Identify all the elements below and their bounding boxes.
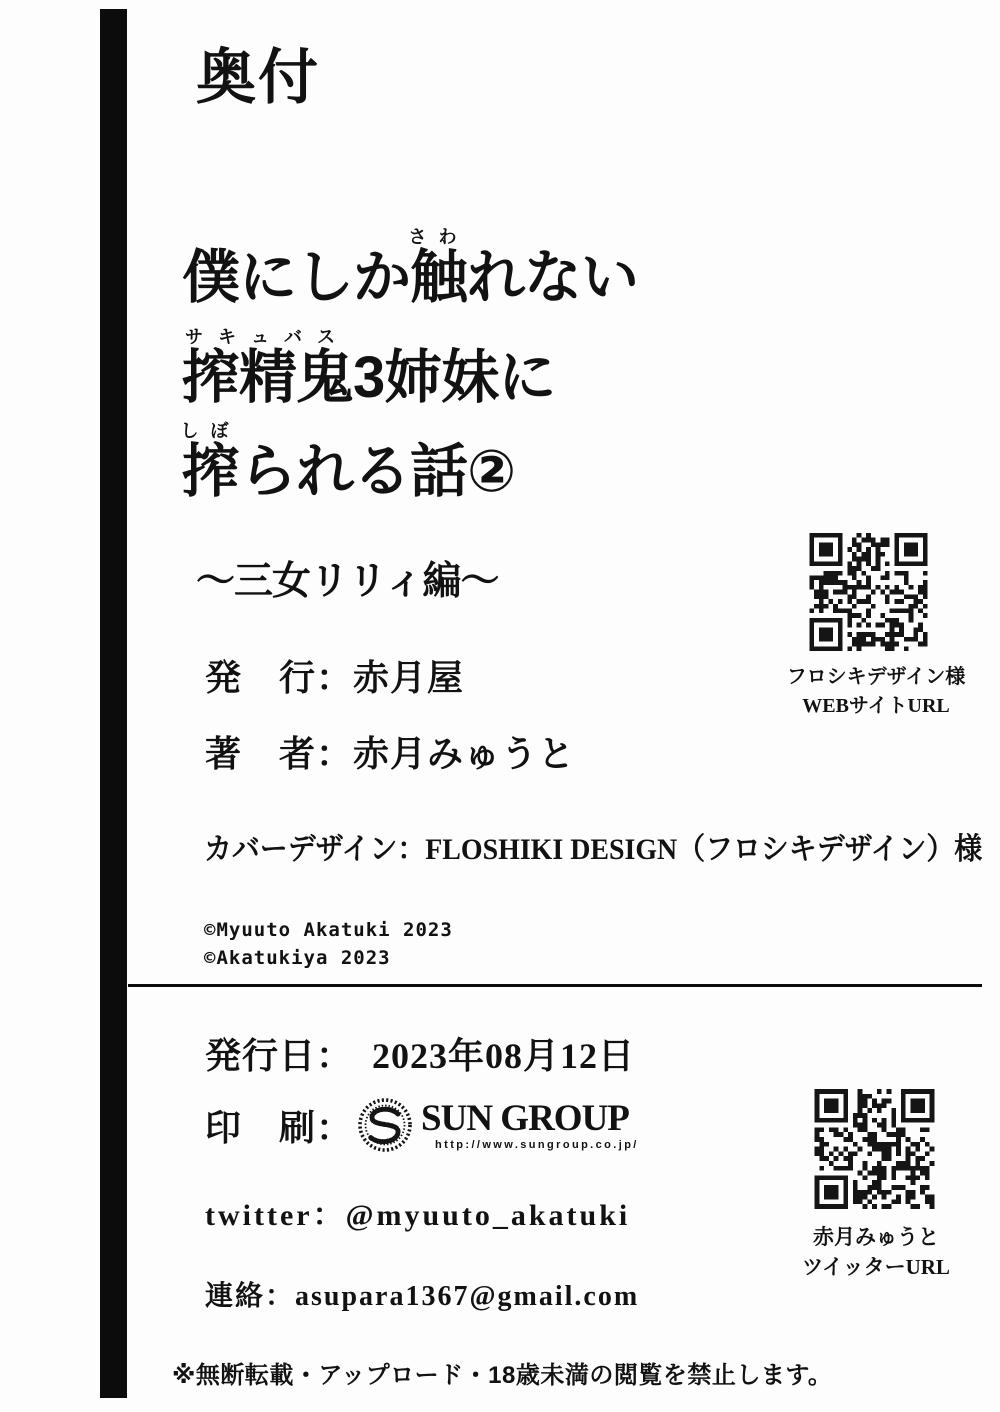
ruby-group bbox=[182, 327, 354, 410]
furigana-text: サキュバス bbox=[185, 327, 350, 347]
title-text: 搾精鬼 bbox=[182, 345, 354, 410]
printer-name: SUN GROUP bbox=[421, 1098, 629, 1140]
book-title-line-3 bbox=[180, 421, 516, 504]
ruby-group bbox=[180, 421, 241, 504]
title-text: 僕にしか bbox=[182, 245, 411, 310]
qr-code-web-icon bbox=[808, 533, 929, 651]
page-title: 奥付 bbox=[196, 44, 320, 111]
printer-row bbox=[205, 1096, 639, 1154]
title-text: られる話② bbox=[239, 439, 516, 504]
book-title-line-2 bbox=[182, 327, 556, 410]
qr-caption-twitter bbox=[770, 1222, 982, 1282]
qr-caption-line: WEBサイトURL bbox=[802, 695, 950, 717]
qr-caption-line: ツイッターURL bbox=[802, 1255, 950, 1279]
twitter-line: twitter：@myuuto_akatuki bbox=[205, 1199, 631, 1232]
furigana-text: さわ bbox=[408, 227, 469, 247]
author-line: 著 者：赤月みゅうと bbox=[205, 734, 576, 774]
furigana-text: しぼ bbox=[180, 421, 241, 441]
cover-design-line: カバーデザイン：FLOSHIKI DESIGN（フロシキデザイン）様 bbox=[204, 833, 983, 866]
contact-line: 連絡：asupara1367@gmail.com bbox=[205, 1281, 640, 1312]
qr-caption-line: フロシキデザイン様 bbox=[786, 666, 966, 688]
title-text: 搾 bbox=[182, 439, 240, 504]
title-text: れない bbox=[467, 245, 639, 310]
publisher-line: 発 行：赤月屋 bbox=[205, 658, 465, 698]
ruby-group bbox=[408, 227, 469, 310]
qr-caption-web bbox=[770, 663, 982, 721]
book-title-line-1 bbox=[182, 227, 639, 310]
copyright-block bbox=[204, 916, 453, 972]
copyright-line: ©Akatukiya 2023 bbox=[204, 947, 391, 969]
qr-code-twitter-icon bbox=[814, 1089, 935, 1209]
title-text: 3姉妹に bbox=[353, 345, 556, 410]
book-subtitle: ～三女リリィ編～ bbox=[196, 560, 499, 603]
prohibition-notice: ※無断転載・アップロード・18歳未満の閲覧を禁止します。 bbox=[172, 1362, 833, 1389]
printer-text-block bbox=[421, 1098, 639, 1151]
copyright-line: ©Myuuto Akatuki 2023 bbox=[204, 919, 453, 941]
left-black-bar bbox=[100, 9, 127, 1398]
print-label: 印 刷： bbox=[205, 1107, 354, 1148]
qr-caption-line: 赤月みゅうと bbox=[813, 1225, 939, 1249]
section-divider bbox=[128, 984, 982, 987]
printer-url: http://www.sungroup.co.jp/ bbox=[435, 1138, 639, 1151]
sun-group-logo-icon bbox=[357, 1097, 413, 1153]
title-text: 触 bbox=[410, 245, 468, 310]
publication-date-line: 発行日： 2023年08月12日 bbox=[205, 1036, 636, 1076]
